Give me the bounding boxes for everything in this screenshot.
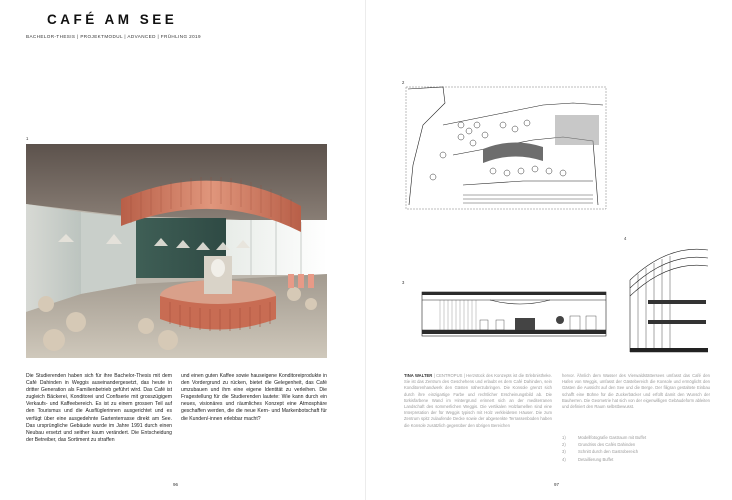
- section-image: [420, 286, 608, 344]
- floor-plan-drawing: [403, 85, 608, 213]
- page-number-right: 97: [554, 482, 560, 487]
- body-text-column-1: Die Studierenden haben sich für ihre Bachelor-Thesis mit dem Café Dahinden in Weggis auseinandergesetzt, das heute in dritter Generation als Familienbetrieb geführt wird. Das Café ist zugleich Bäckerei, Konditorei und Confiserie mit grosszügigem Verkaufs- und Kaffeebereich. Es ist zu einem grossen Teil auf den Tourismus und die Ausflüglerinnen ausgerichtet und es verfügt über eine ausgedehnte Gartenterrasse direkt am See. Das ursprüngliche Gebäude wurde im Jahre 1991 durch einen Neubau ersetzt und seither kaum verändert. Die Entscheidung der Betreiber, das Sortiment zu straffen: [26, 373, 172, 443]
- buffet-detail-drawing: [628, 240, 710, 360]
- figure-number-3: 3: [402, 280, 405, 285]
- interior-rendering-image: [26, 144, 327, 358]
- interior-rendering-photo: [26, 144, 327, 358]
- caption-item: 1) Modellfotografie Gastraum mit Buffet: [562, 435, 647, 440]
- caption-item: 3) Schnitt durch den Gastrobereich: [562, 449, 639, 455]
- page-number-left: 96: [173, 482, 179, 487]
- project-name: CENTROPUS: [436, 373, 463, 378]
- page-subtitle: BACHELOR-THESIS | PROJEKTMODUL | ADVANCED | FRÜHLING 2019: [26, 34, 201, 39]
- figure-number-2: 2: [402, 80, 405, 85]
- author-name: TINA WALTER: [404, 373, 433, 378]
- buffet-detail-image: [628, 240, 710, 360]
- floor-plan-image: [403, 85, 608, 213]
- caption-item: 4) Detaillierung Buffet: [562, 456, 614, 462]
- caption-item: 2) Grundriss des Cafés Dahinden: [562, 442, 636, 448]
- figure-number-4: 4: [624, 236, 627, 241]
- right-text-column-1: TINA WALTER | CENTROPUS | Herzstück des Konzepts ist die Erlebnistheke. Sie ist das Zentrum des Geschehens und erlaubt es dem Café Dahinden, sein Konditorenhandwerk den Gästen näherzubringen. Die Konsole grenzt sich durch ihre einzigartige Farbe und rechtlicher Erscheinungsbild ab. Die türkisfarbene Wand im Hintergrund erinnert sich an der mediterranen Landschaft des sommerlichen Weggis. Die vertikalen Holzlamellen sind eine Interpretation der für Weggis typisch mit Holz verkleideten Häuser. Die zum Zentrum spitz zulaufende Decke sowie der abgesenkte Terrassenboden haben die Konsole zusätzlich gegenüber den übrigen Bereichen: [404, 373, 552, 428]
- section-drawing: [420, 286, 608, 344]
- figure-number-1: 1: [26, 136, 29, 141]
- right-text-column-2: hervor. Ähnlich dem Wasser des Vierwaldstättersees umfasst das Café den Hafen von Weggis, umfasst der Gästebereich die Konsole und ermöglicht den Gästen die Aussicht auf den See und die Berge. Der filigran gestaltete Einbau schafft eine Bühne für die Zuckerbäcker und erfüllt damit den Wunsch der Bauherren. Die Geometrie hat sich von der eigenwilligen Gebäudeform ableiten und definiert den Raum selbstbewusst.: [562, 373, 710, 410]
- body-text-column-2: und einen guten Kaffee sowie hauseigene Konditoreiprodukte in den Vordergrund zu rücken, bietet die Gelegenheit, das Café umzubauen und ihm eine eigene Identität zu verleihen. Die Fragestellung für die Studierenden lautete: Wie kann durch ein neues, visionäres und räumliches Konzept eine Atmosphäre geschaffen werden, die die neue Kern- und Markenbotschaft für die Kunden/-innen erlebbar macht?: [181, 373, 327, 422]
- project-description-1: Herzstück des Konzepts ist die Erlebnistheke. Sie ist das Zentrum des Geschehens und erlaubt es dem Café Dahinden, sein Konditorenhandwerk den Gästen näherzubringen. Die Konsole grenzt sich durch ihre einzigartige Farbe und rechtlicher Erscheinungsbild ab. Die türkisfarbene Wand im Hintergrund erinnert sich an der mediterranen Landschaft des sommerlichen Weggis. Die vertikalen Holzlamellen sind eine Interpretation der für Weggis typisch mit Holz verkleideten Häuser. Die zum Zentrum spitz zulaufende Decke sowie der abgesenkte Terrassenboden haben die Konsole zusätzlich gegenüber den übrigen Bereichen: [404, 373, 552, 428]
- page-title: CAFÉ AM SEE: [47, 12, 178, 27]
- figure-captions: [562, 434, 710, 463]
